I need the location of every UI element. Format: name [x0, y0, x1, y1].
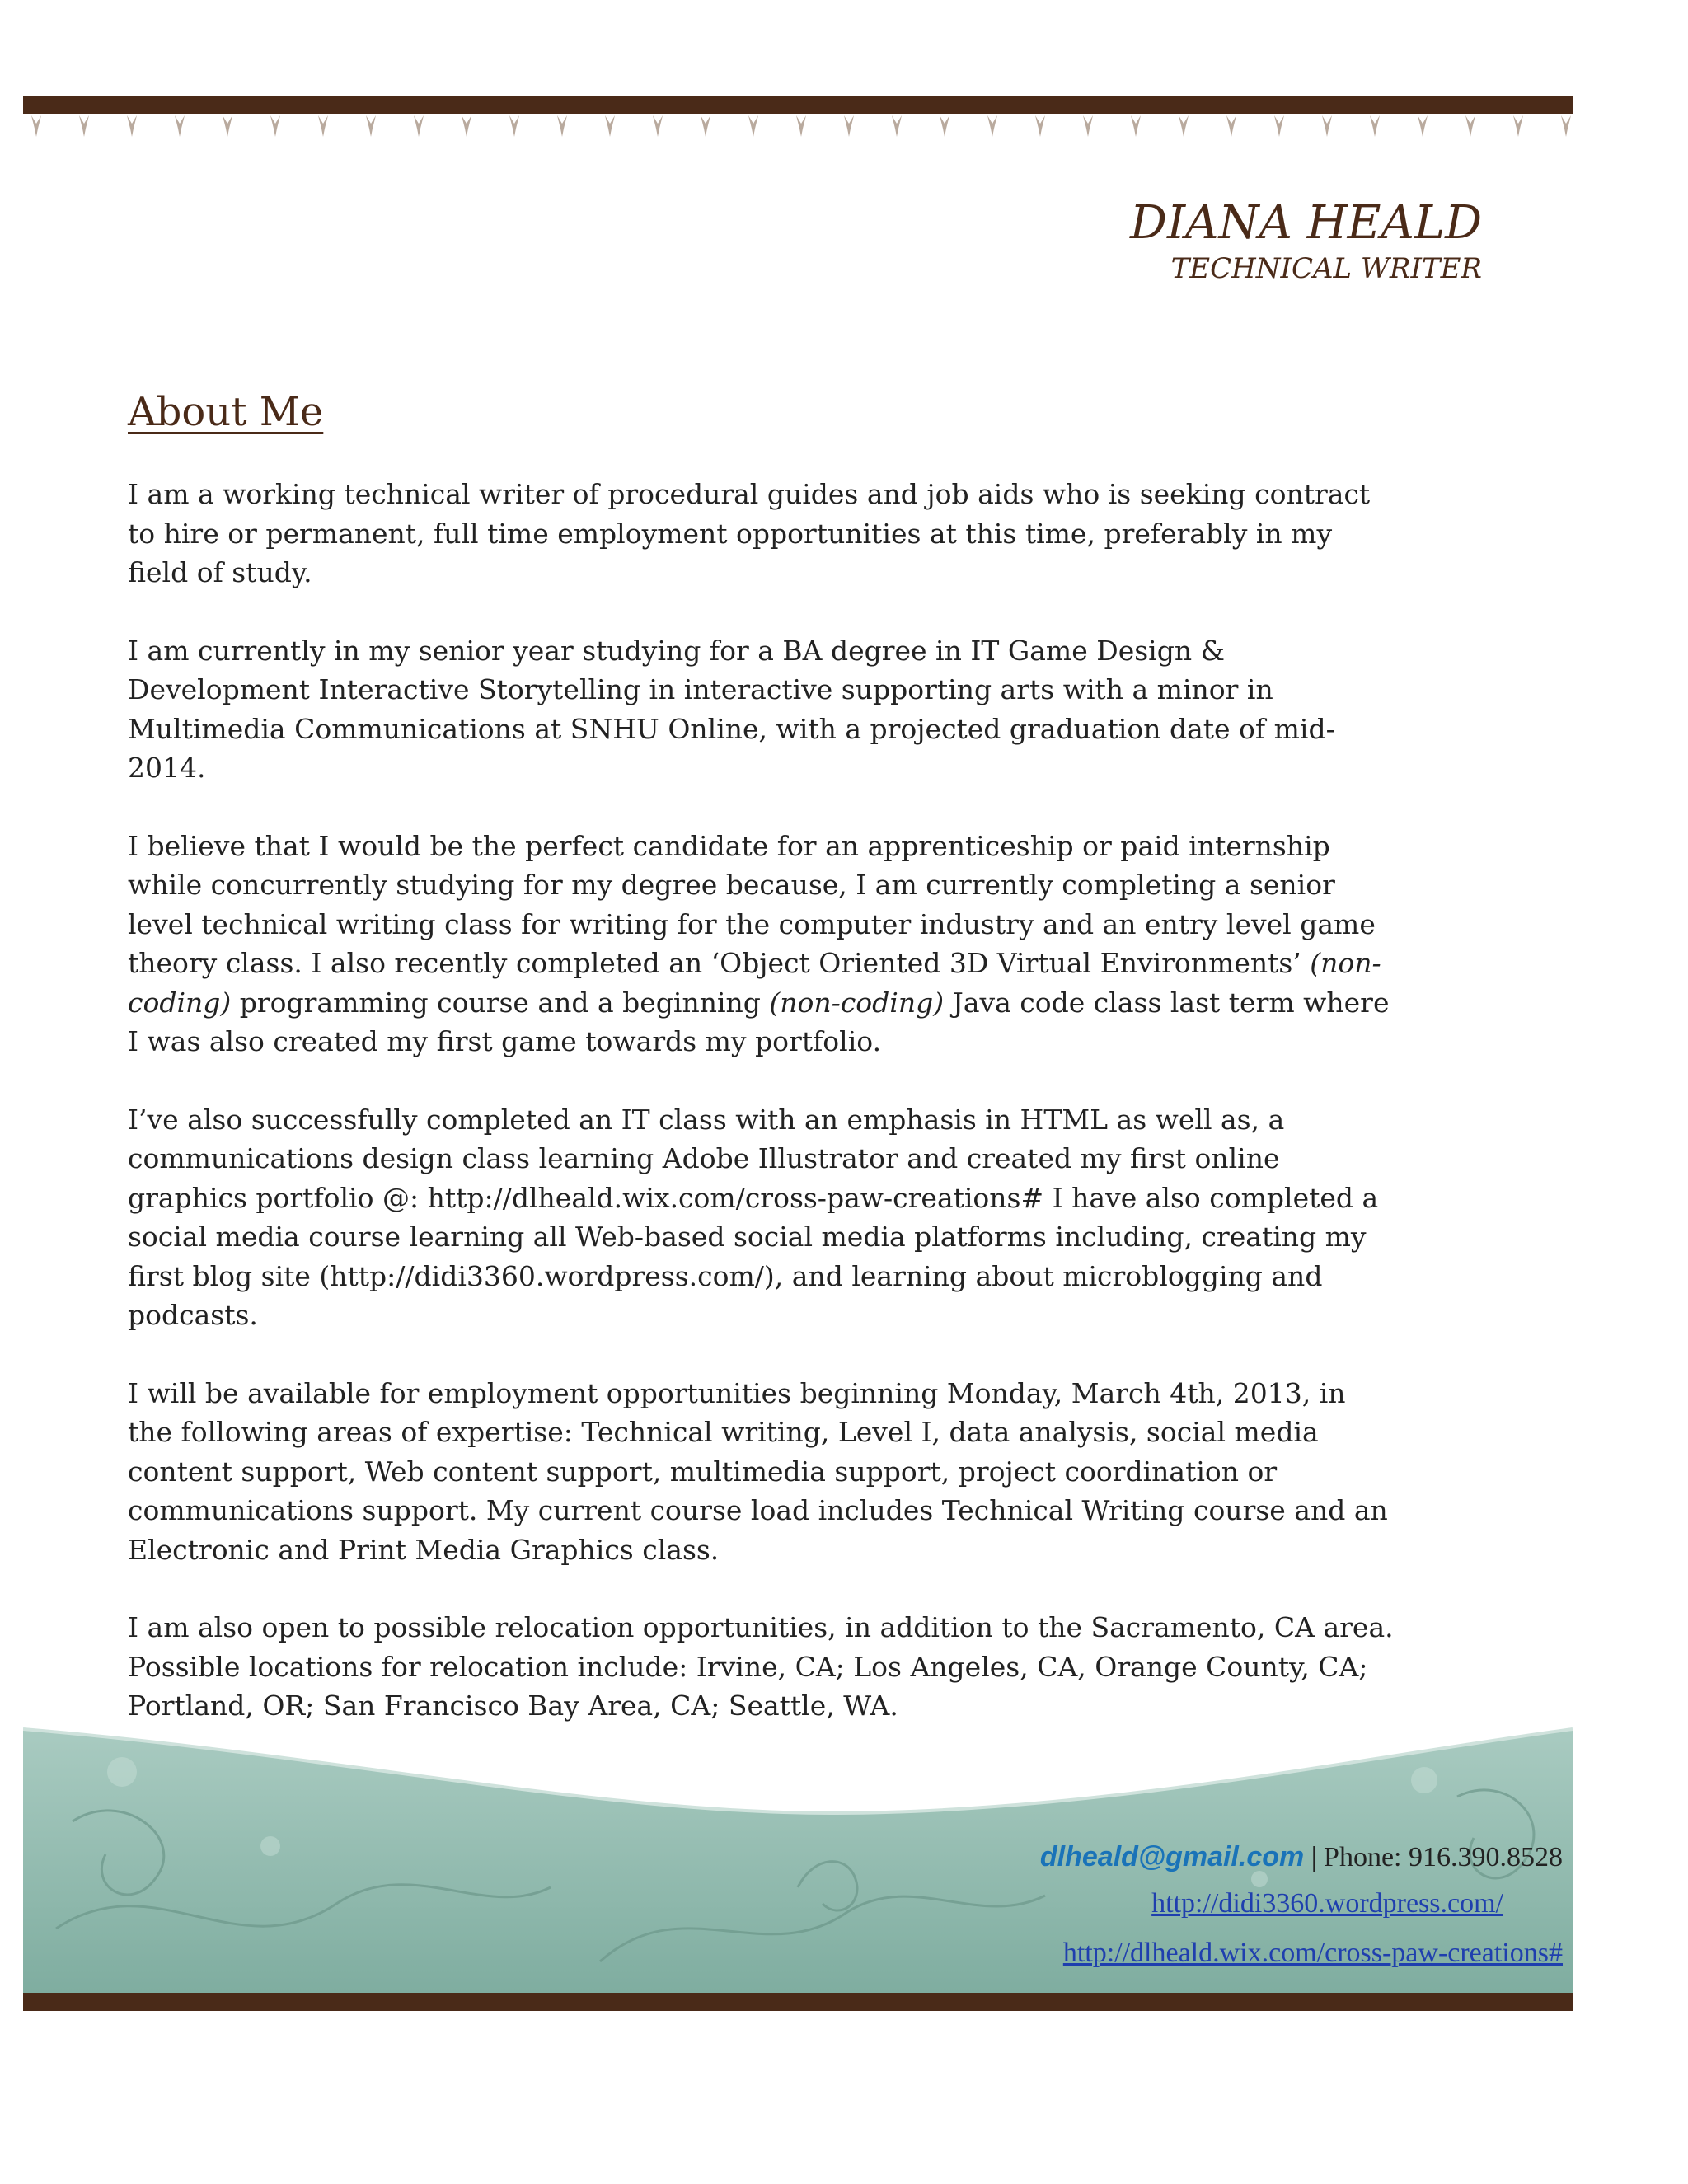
fringe-ornament: [1370, 115, 1380, 137]
fringe-ornament: [175, 115, 185, 137]
paragraph-3-emphasis-1: (non-coding): [128, 947, 1381, 1019]
fringe-ornament: [318, 115, 328, 137]
fringe-ornament: [366, 115, 376, 137]
fringe-ornament: [987, 115, 997, 137]
fringe-ornament: [31, 115, 41, 137]
fringe-ornament: [1035, 115, 1045, 137]
fringe-ornament: [1226, 115, 1236, 137]
fringe-ornament: [1083, 115, 1093, 137]
fringe-ornament: [1465, 115, 1475, 137]
email-link[interactable]: dlheald@gmail.com: [1039, 1841, 1305, 1872]
fringe-ornament: [701, 115, 710, 137]
paragraph-2: I am currently in my senior year studying for a BA degree in IT Game Design & Development Interactive Storytelling in interactive supporting arts with a minor in Multimedia Communications at SNHU Online, with a projected graduation date of mid-2014.: [128, 634, 1335, 784]
fringe-ornament: [414, 115, 424, 137]
fringe-ornament: [1322, 115, 1332, 137]
fringe-ornament: [1131, 115, 1141, 137]
fringe-ornament: [940, 115, 950, 137]
contact-line: [1040, 1841, 1563, 1873]
fringe-ornament: [844, 115, 854, 137]
paragraph-3-text-c: Java code class last term where I was also created my first game towards my portfolio.: [128, 986, 1390, 1057]
fringe-ornament: [748, 115, 758, 137]
paragraph-3-emphasis-2: (non-coding): [769, 986, 945, 1019]
fringe-ornament: [653, 115, 663, 137]
fringe-ornament: [892, 115, 902, 137]
author-name: DIANA HEALD: [1130, 196, 1482, 250]
fringe-ornament: [79, 115, 89, 137]
fringe-ornament: [1418, 115, 1428, 137]
paragraph-1: I am a working technical writer of procedural guides and job aids who is seeking contract to hire or permanent, full time employment opportunities at this time, preferably in my field of study.: [128, 478, 1371, 588]
contact-block: [1040, 1841, 1563, 1969]
fringe-ornament: [127, 115, 137, 137]
paragraph-5: I will be available for employment opportunities beginning Monday, March 4th, 2013, in the following areas of expertise: Technical writing, Level I, data analysis, social media content support, Web content support, multimedia support, project coordination or communications support. My current course load includes Technical Writing course and an Electronic and Print Media Graphics class.: [128, 1376, 1388, 1566]
portfolio-link[interactable]: http://dlheald.wix.com/cross-paw-creations#: [1062, 1938, 1563, 1968]
fringe-ornament: [557, 115, 567, 137]
paragraph-3-text-b: programming course and a beginning: [231, 986, 770, 1019]
section-heading: About Me: [128, 389, 324, 435]
paragraph-6: I am also open to possible relocation opportunities, in addition to the Sacramento, CA area. Possible locations for relocation include: Irvine, CA; Los Angeles, CA, Orange County, CA; Portland, OR; San Francisco Bay Area, CA; Seattle, WA.: [128, 1611, 1394, 1722]
fringe-ornament: [1513, 115, 1523, 137]
bottom-border-band: [23, 1993, 1573, 2011]
paragraph-4: I’ve also successfully completed an IT class with an emphasis in HTML as well as, a communications design class learning Adobe Illustrator and created my first online graphics portfolio @: http://dlheald.wix.com/cross-paw-creations# I have also completed a social media course learning all Web-based social media platforms including, creating my first blog site (http://didi3360.wordpress.com/), and learning about microblogging and podcasts.: [128, 1103, 1379, 1331]
fringe-ornament: [270, 115, 280, 137]
contact-separator: |: [1311, 1842, 1317, 1872]
paragraph-3-text-a: I believe that I would be the perfect candidate for an apprenticeship or paid internship while concurrently studying for my degree because, I am currently completing a senior level technical writing class for writing for the computer industry and an entry level game theory class. I also recently completed an ‘Object Oriented 3D Virtual Environments’: [128, 829, 1376, 979]
blog-link[interactable]: http://didi3360.wordpress.com/: [1151, 1888, 1503, 1919]
author-title: TECHNICAL WRITER: [1170, 251, 1482, 285]
name-block: [1130, 198, 1482, 284]
top-border-band: [23, 96, 1573, 114]
about-body: [128, 475, 1397, 1765]
phone-number: Phone: 916.390.8528: [1324, 1842, 1563, 1872]
fringe-ornament: [462, 115, 471, 137]
fringe-ornament: [223, 115, 232, 137]
fringe-ornament: [1274, 115, 1284, 137]
fringe-ornament: [796, 115, 806, 137]
fringe-ornament: [509, 115, 519, 137]
fringe-ornament: [605, 115, 615, 137]
top-fringe-ornament: [23, 114, 1573, 142]
fringe-ornament: [1179, 115, 1189, 137]
paragraph-3: [128, 827, 1397, 1062]
fringe-ornament: [1561, 115, 1571, 137]
